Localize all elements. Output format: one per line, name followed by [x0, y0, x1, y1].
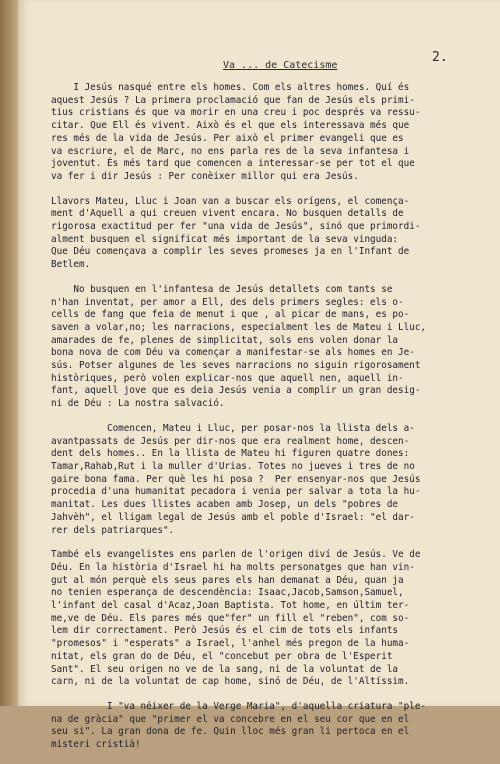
text-line: n'han inventat, per amor a Ell, des dels primers segles: els o-: [51, 296, 404, 308]
text-line: fant, aquell jove que es deia Jesús venia a complir un gran desig-: [51, 385, 421, 397]
text-line: res més de la vida de Jesús. Per això el primer evangeli que es: [51, 132, 404, 144]
document-page: [18, 0, 500, 751]
text-line: Llavors Mateu, Lluc i Joan van a buscar els orígens, el comença-: [51, 195, 410, 207]
text-line: Sant". El seu origen no ve de la sang, ni de la voluntat de la: [51, 663, 399, 675]
text-line: I "va néixer de la Verge Maria", d'aquella criatura "ple-: [51, 700, 427, 712]
text-line: saven a volar,no; les narracions, especialment les de Mateu i Lluc,: [51, 321, 427, 333]
paragraph: [51, 423, 471, 537]
text-line: l'infant del casal d'Acaz,Joan Baptista. Tot home, en últim ter-: [51, 600, 410, 612]
text-line: rigorosa exactitud per fer "una vida de Jesús", sinó que primordi-: [51, 221, 421, 233]
text-line: dent dels homes.. En la llista de Mateu hi figuren quatre dones:: [51, 448, 410, 460]
text-line: Comencen, Mateu i Lluc, per posar-nos la llista dels a-: [51, 422, 415, 434]
text-line: Jahvèh", el lligam legal de Jesús amb el poble d'Israel: "el dar-: [51, 511, 415, 523]
text-line: No busquen en l'infantesa de Jesús detallets com tants se: [51, 283, 393, 295]
text-line: I Jesús nasqué entre els homes. Com els altres homes. Quí és: [51, 82, 410, 93]
text-line: "promesos" i "esperats" a Israel, l'anhel més pregon de la huma-: [51, 638, 410, 650]
text-line: no tenien esperança de descendència: Isaac,Jacob,Samson,Samuel,: [51, 587, 404, 599]
text-line: procedia d'una humanitat pecadora i venia per salvar a tota la hu-: [51, 486, 421, 498]
text-line: ment d'Aquell a qui creuen vivent encara. No busquen detalls de: [51, 208, 404, 220]
text-line: nitat, els gran do de Déu, el "concebut per obra de l'Esperit: [51, 650, 393, 662]
text-line: carn, ni de la voluntat de cap home, sinó de Déu, de l'Altíssim.: [51, 676, 410, 688]
text-line: va fer i dir Jesús : Per conèixer millor qui era Jesús.: [51, 170, 359, 182]
text-line: rer dels patriarques".: [51, 524, 175, 536]
text-line: va escriure, el de Marc, no ens parla res de la seva infantesa i: [51, 145, 410, 157]
paragraph: [51, 284, 471, 411]
paragraph: [51, 82, 471, 184]
text-line: misteri cristià!: [51, 739, 141, 751]
text-line: avantpassats de Jesús per dir-nos que era realment home, descen-: [51, 435, 410, 447]
paragraph: [51, 196, 471, 272]
page-edge: [0, 0, 18, 706]
text-line: manitat. Les dues llistes acaben amb Josep, un dels "pobres de: [51, 499, 399, 511]
text-line: lem dir correctament. Però Jesús és el cim de tots els infants: [51, 625, 399, 637]
text-line: seu si". La gran dona de fe. Quin lloc més gran li pertoca en el: [51, 726, 410, 738]
text-line: cells de fang que feia de menut i que , al picar de mans, es po-: [51, 309, 410, 321]
document-body: [51, 82, 471, 764]
text-line: tius cristians és que va morir en una creu i poc després va ressu-: [51, 107, 421, 119]
text-line: na de gràcia" que "primer el va concebre en el seu cor que en el: [51, 713, 410, 725]
text-line: gut al món perquè els seus pares els han demanat a Déu, quan ja: [51, 574, 404, 586]
text-line: amarades de fe, plenes de simplicitat, sols ens volen donar la: [51, 334, 399, 346]
text-line: citar. Que Ell és vivent. Això és el que els interessava més que: [51, 120, 410, 132]
text-line: Que Déu començava a complir les seves promeses ja en l'Infant de: [51, 246, 410, 258]
paragraph: [51, 549, 471, 689]
text-line: històriques, però volen explicar-nos que aquell nen, aquell in-: [51, 372, 404, 384]
text-line: bona nova de com Déu va començar a manifestar-se als homes en Je-: [51, 347, 415, 359]
text-line: Déu. En la història d'Israel hi ha molts personatges que han vin-: [51, 561, 415, 573]
text-line: Tamar,Rahab,Rut i la muller d'Urias. Totes no jueves i tres de no: [51, 460, 415, 472]
document-title: Va ... de Catecisme: [223, 60, 338, 71]
text-line: alment busquen el significat més important de la seva vinguda:: [51, 233, 399, 245]
text-line: me,ve de Déu. Els pares més que"fer" un fill el "reben", com so-: [51, 612, 410, 624]
text-line: ni de Déu : La nostra salvació.: [51, 398, 225, 410]
text-line: sús. Potser algunes de les seves narracions no siguin rigorosament: [51, 360, 421, 372]
text-line: gaire bona fama. Per què les hi posa ? Per ensenyar-nos que Jesús: [51, 473, 421, 485]
paragraph: [51, 701, 471, 752]
text-line: Betlem.: [51, 259, 91, 271]
text-line: També els evangelistes ens parlen de l'origen diví de Jesús. Ve de: [51, 549, 421, 561]
text-line: aquest Jesús ? La primera proclamació que fan de Jesús els primi-: [51, 94, 415, 106]
page-number: 2.: [432, 50, 448, 65]
text-line: joventut. És més tard que comencen a interessar-se per tot el que: [51, 158, 415, 170]
